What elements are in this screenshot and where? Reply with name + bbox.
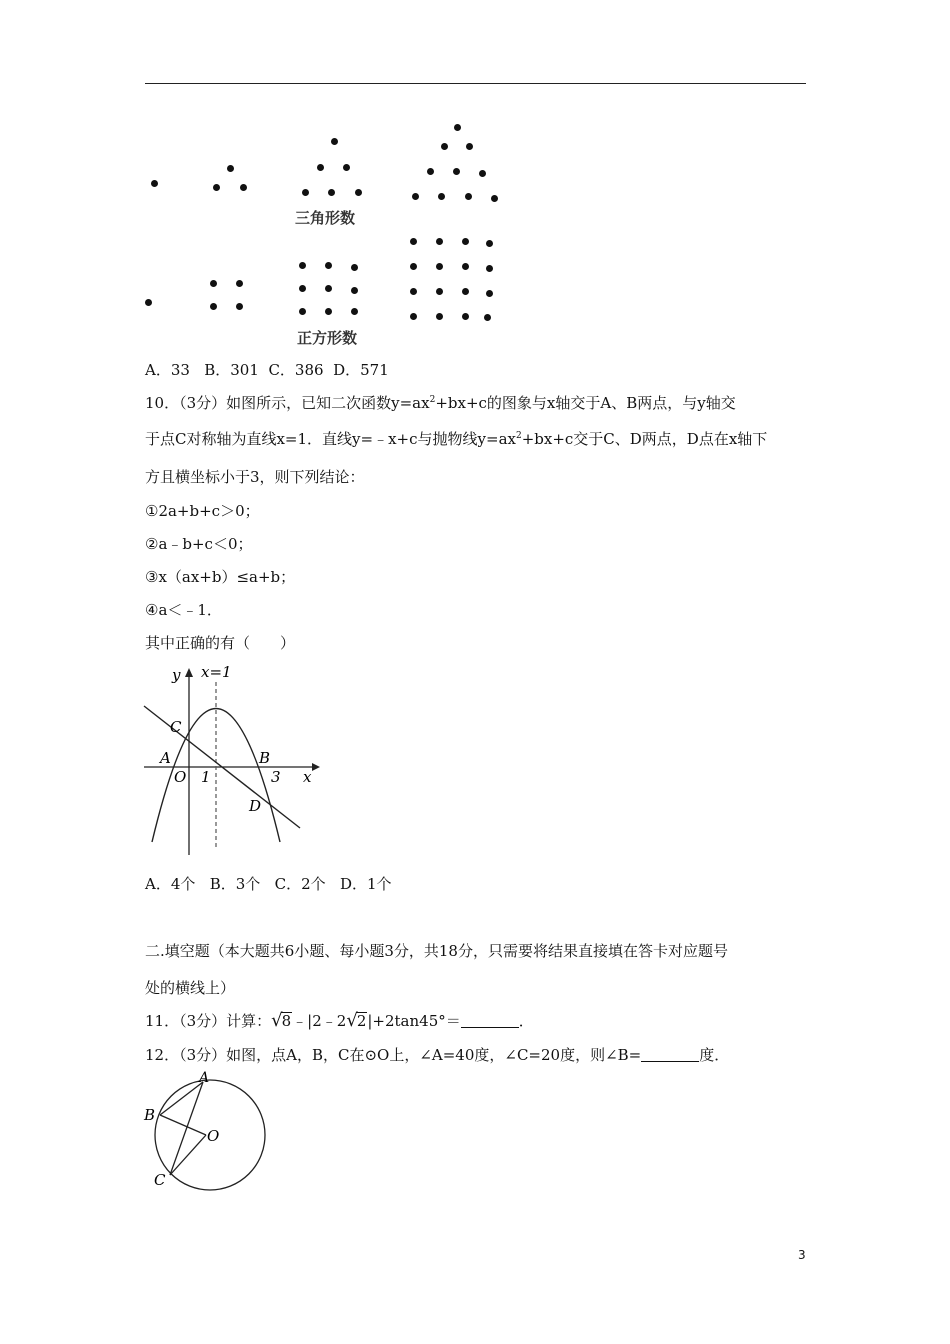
dot <box>355 189 362 196</box>
dot <box>454 124 461 131</box>
q11-answer-blank[interactable] <box>461 1013 519 1028</box>
section2-heading: 二.填空题（本大题共6小题、每小题3分，共18分，只需要将结果直接填在答卡对应题号 <box>145 942 728 960</box>
dot <box>491 195 498 202</box>
dot <box>351 308 358 315</box>
q12-answer-blank[interactable] <box>641 1047 699 1062</box>
dot <box>325 308 332 315</box>
q12: 12．（3分）如图，点A，B，C在⊙O上，∠A=40度，∠C=20度，则∠B= 度． <box>145 1046 730 1064</box>
dot <box>151 180 158 187</box>
dot <box>441 143 448 150</box>
dot-pattern-figure <box>0 0 950 360</box>
q9-option-d: D．571 <box>333 361 389 379</box>
dot <box>410 238 417 245</box>
point-d-label: D <box>249 797 262 815</box>
q10-line1: 10．（3分）如图所示，已知二次函数$y=ax^2+bx+c$的图象与x轴交于A、B两点，与y轴交 <box>145 394 736 412</box>
q10-item-2: ②a﹣b+c＜0； <box>145 535 253 553</box>
triangle-numbers-label: 三角形数 <box>295 209 356 227</box>
dot <box>145 299 152 306</box>
q10-option-c: C．2个 <box>274 875 326 893</box>
q10-option-b: B．3个 <box>209 875 261 893</box>
dot <box>325 285 332 292</box>
segment-oc <box>170 1135 206 1175</box>
point-c-label: C <box>154 1171 166 1189</box>
dot <box>331 138 338 145</box>
origin-label: O <box>174 768 187 786</box>
segment-bo <box>160 1115 206 1135</box>
point-a-label: A <box>160 749 171 767</box>
q9-option-a: A．33 <box>145 361 190 379</box>
dot <box>462 263 469 270</box>
dot <box>410 263 417 270</box>
sqrt-sign: √ <box>271 1010 283 1031</box>
q11: 11．（3分）计算：√8﹣|2﹣2√2|+2tan45°＝ ． <box>145 1010 534 1031</box>
dot <box>299 308 306 315</box>
dot <box>227 165 234 172</box>
q10-prompt: 其中正确的有（ ） <box>145 634 296 652</box>
dot <box>436 263 443 270</box>
dot <box>436 288 443 295</box>
dot <box>436 313 443 320</box>
dot <box>236 303 243 310</box>
point-c-label: C <box>170 718 182 736</box>
dot <box>317 164 324 171</box>
dot <box>343 164 350 171</box>
parabola-graph <box>140 660 330 860</box>
dot <box>436 238 443 245</box>
section2-heading-cont: 处的横线上） <box>145 979 236 997</box>
dot <box>302 189 309 196</box>
dot <box>351 264 358 271</box>
point-b-label: B <box>259 749 271 767</box>
dot <box>410 313 417 320</box>
q9-option-b: B．301 <box>204 361 259 379</box>
dot <box>236 280 243 287</box>
dot <box>410 288 417 295</box>
q10-item-4: ④a＜﹣1． <box>145 601 222 619</box>
dot <box>299 285 306 292</box>
dot <box>213 184 220 191</box>
y-label: y <box>172 666 181 684</box>
q9-option-c: C．386 <box>268 361 324 379</box>
dot <box>453 168 460 175</box>
square-numbers-label: 正方形数 <box>297 329 358 347</box>
dot <box>462 238 469 245</box>
symmetry-axis-label: x=1 <box>201 663 232 681</box>
dot <box>412 193 419 200</box>
dot <box>427 168 434 175</box>
tick-3-label: 3 <box>271 768 281 786</box>
q10-option-d: D．1个 <box>339 875 392 893</box>
q10-line2: 于点C对称轴为直线x=1．直线y=﹣x+c与抛物线$y=ax^2+bx+c$交于C、D两点，D点在x轴下 <box>145 430 768 448</box>
dot <box>328 189 335 196</box>
dot <box>438 193 445 200</box>
q9-options <box>145 360 389 380</box>
tick-1-label: 1 <box>201 768 211 786</box>
dot <box>240 184 247 191</box>
dot <box>299 262 306 269</box>
radicand-2: 2 <box>356 1012 367 1030</box>
dot <box>210 303 217 310</box>
point-b-label: B <box>144 1106 156 1124</box>
point-a-label: A <box>199 1070 210 1086</box>
dot <box>462 313 469 320</box>
x-axis-arrow <box>312 763 320 771</box>
dot <box>479 170 486 177</box>
dot <box>486 240 493 247</box>
dot <box>325 262 332 269</box>
radicand-8: 8 <box>281 1012 292 1030</box>
chord-ac <box>170 1082 203 1175</box>
dot <box>462 288 469 295</box>
x-label: x <box>303 768 312 786</box>
dot <box>351 287 358 294</box>
sqrt-sign: √ <box>346 1010 358 1031</box>
dot <box>210 280 217 287</box>
dot <box>486 290 493 297</box>
dot <box>484 314 491 321</box>
page-number: 3 <box>798 1248 806 1262</box>
q10-item-1: ①2a+b+c＞0； <box>145 502 260 520</box>
dot <box>465 193 472 200</box>
q10-item-3: ③x（ax+b）≤a+b； <box>145 568 296 586</box>
q10-options <box>145 874 392 894</box>
q10-line3: 方且横坐标小于3，则下列结论： <box>145 468 365 486</box>
circle-figure <box>140 1070 280 1195</box>
y-axis-arrow <box>185 668 193 677</box>
dot <box>466 143 473 150</box>
dot <box>486 265 493 272</box>
point-o-label: O <box>207 1127 220 1145</box>
q10-option-a: A．4个 <box>145 875 196 893</box>
